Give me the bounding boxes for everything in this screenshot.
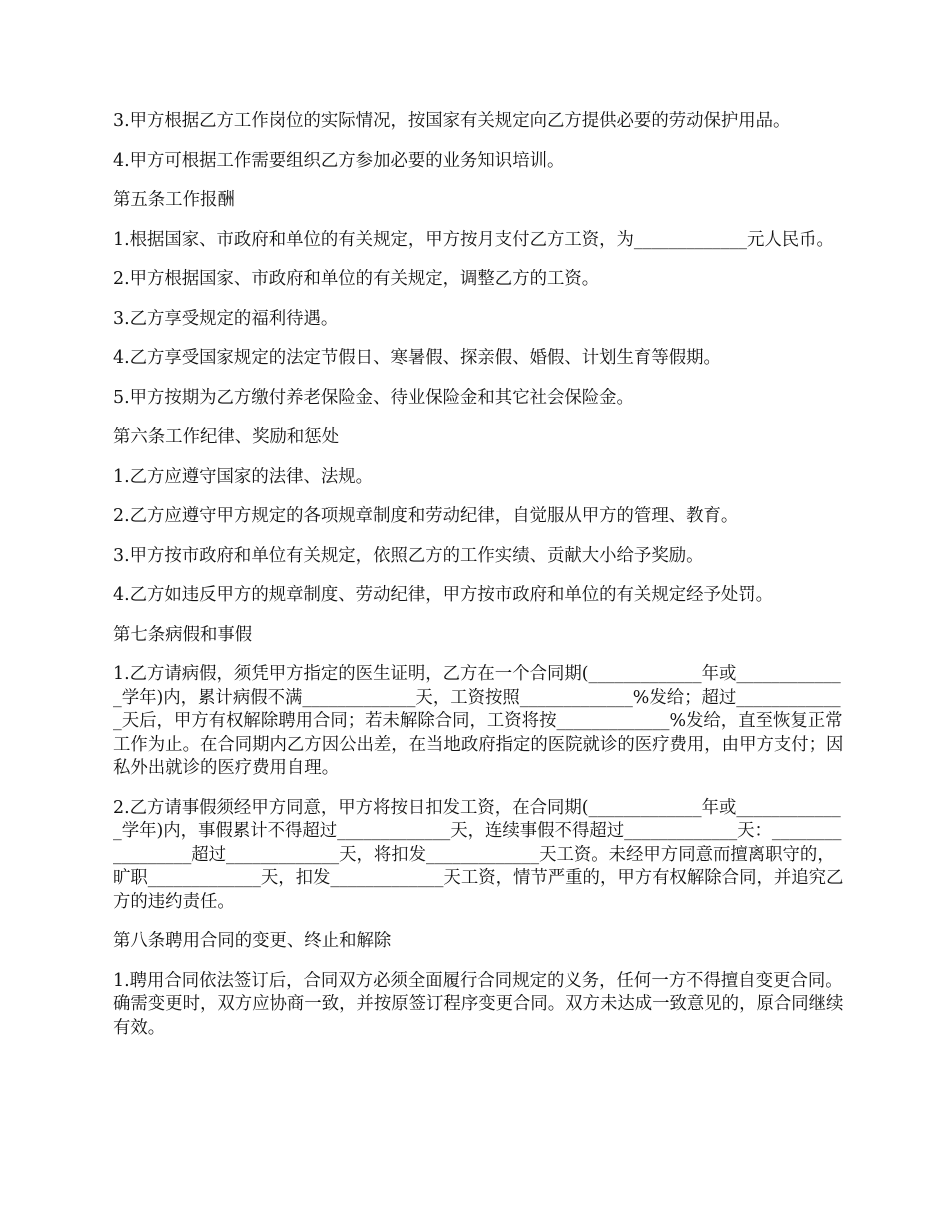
paragraph-welfare: 3.乙方享受规定的福利待遇。	[113, 308, 339, 329]
section-heading-article-8: 第八条聘用合同的变更、终止和解除	[113, 931, 392, 951]
paragraph-obey-law: 1.乙方应遵守国家的法律、法规。	[113, 466, 374, 487]
paragraph-holidays: 4.乙方享受国家规定的法定节假日、寒暑假、探亲假、婚假、计划生育等假期。	[113, 348, 721, 368]
section-heading-article-7: 第七条病假和事假	[113, 624, 253, 645]
paragraph-monthly-salary: 1.根据国家、市政府和单位的有关规定，甲方按月支付乙方工资，为_____________元人民币。	[113, 229, 834, 250]
paragraph-personal-leave: 2.乙方请事假须经甲方同意，甲方将按日扣发工资，在合同期(_____________年或_____________学年)内，事假累计不得超过_____________天，连续事假不得超过_____________天：_________________超过_____________天，将扣发_____________天工资。未经甲方同意而擅离职守的，旷职_____________天，扣发_____________天工资，情节严重的，甲方有权解除合同，并追究乙方的违约责任。	[113, 797, 844, 912]
paragraph-salary-adjustment: 2.甲方根据国家、市政府和单位的有关规定，调整乙方的工资。	[113, 269, 600, 289]
paragraph-rewards: 3.甲方按市政府和单位有关规定，依照乙方的工作实绩、贡献大小给予奖励。	[113, 545, 704, 566]
paragraph-contract-change: 1.聘用合同依法签订后，合同双方必须全面履行合同规定的义务，任何一方不得擅自变更合同。确需变更时，双方应协商一致，并按原签订程序变更合同。双方未达成一致意见的，原合同继续有效。	[113, 970, 844, 1038]
paragraph-training: 4.甲方可根据工作需要组织乙方参加必要的业务知识培训。	[113, 150, 565, 171]
paragraph-penalties: 4.乙方如违反甲方的规章制度、劳动纪律，甲方按市政府和单位的有关规定经予处罚。	[113, 585, 774, 605]
section-heading-article-5: 第五条工作报酬	[113, 190, 235, 210]
section-heading-article-6: 第六条工作纪律、奖励和惩处	[113, 427, 340, 447]
paragraph-obey-rules: 2.乙方应遵守甲方规定的各项规章制度和劳动纪律，自觉服从甲方的管理、教育。	[113, 506, 739, 526]
document-page	[113, 110, 848, 1056]
paragraph-insurance: 5.甲方按期为乙方缴付养老保险金、待业保险金和其它社会保险金。	[113, 387, 634, 408]
paragraph-sick-leave: 1.乙方请病假，须凭甲方指定的医生证明，乙方在一个合同期(_____________年或_____________学年)内，累计病假不满_____________天，工资按照_____________%发给；超过_____________天后，甲方有权解除聘用合同；若未解除合同，工资将按_____________%发给，直至恢复正常工作为止。在合同期内乙方因公出差，在当地政府指定的医院就诊的医疗费用，由甲方支付；因私外出就诊的医疗费用自理。	[113, 664, 844, 778]
paragraph-labor-protection: 3.甲方根据乙方工作岗位的实际情况，按国家有关规定向乙方提供必要的劳动保护用品。	[113, 111, 791, 131]
